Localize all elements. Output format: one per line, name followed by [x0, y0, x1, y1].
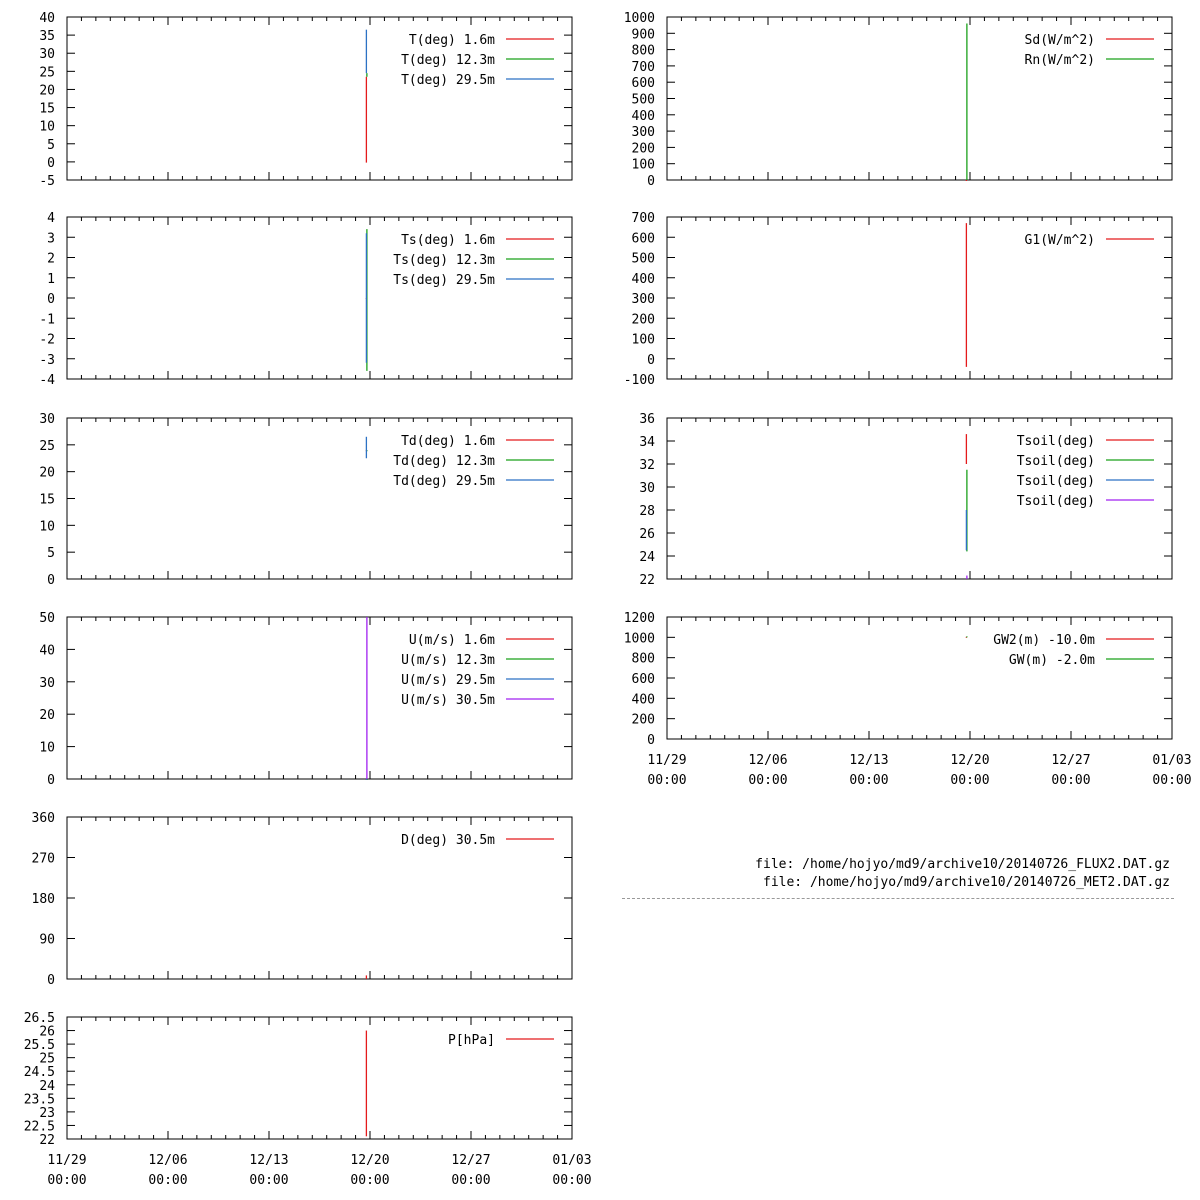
y-tick-label: 500 [631, 92, 655, 108]
legend-label: U(m/s) 12.3m [401, 653, 495, 668]
y-tick-label: 4 [47, 211, 55, 226]
y-tick-label: 0 [47, 973, 55, 988]
chart-panel-right-1 [624, 11, 1172, 189]
x-tick-label-time: 00:00 [1152, 773, 1192, 788]
y-tick-label: 700 [631, 59, 655, 75]
legend-label: Ts(deg) 1.6m [401, 233, 495, 248]
y-tick-label: 200 [631, 141, 655, 157]
legend-label: G1(W/m^2) [1024, 233, 1095, 248]
legend-label: Ts(deg) 12.3m [393, 253, 495, 268]
legend-label: Sd(W/m^2) [1024, 33, 1095, 48]
y-tick-label: 1000 [623, 11, 655, 26]
y-tick-label: 34 [639, 435, 655, 450]
y-tick-label: 3 [47, 231, 55, 247]
legend-label: U(m/s) 30.5m [401, 693, 495, 708]
x-tick-label-time: 00:00 [950, 773, 990, 788]
legend-label: D(deg) 30.5m [401, 833, 495, 848]
y-tick-label: 400 [631, 108, 655, 124]
legend-label: Tsoil(deg) [1016, 474, 1095, 489]
x-tick-label-time: 00:00 [148, 1173, 188, 1188]
chart-panel-left-4 [39, 611, 572, 788]
y-tick-label: -1 [39, 312, 55, 328]
plot-frame [67, 817, 572, 979]
y-tick-label: 30 [39, 47, 55, 63]
x-tick-label-date: 11/29 [47, 1153, 87, 1168]
y-tick-label: -5 [39, 174, 55, 189]
y-tick-label: 500 [631, 251, 655, 267]
y-tick-label: 100 [631, 332, 655, 348]
y-tick-label: 90 [39, 932, 55, 948]
y-tick-label: 24.5 [23, 1065, 55, 1081]
y-tick-label: 20 [39, 708, 55, 724]
y-tick-label: 270 [31, 851, 55, 867]
y-tick-label: 400 [631, 271, 655, 287]
y-tick-label: 32 [639, 458, 655, 473]
x-tick-label-date: 12/20 [950, 753, 990, 768]
y-tick-label: 10 [39, 119, 55, 135]
x-tick-label-date: 01/03 [552, 1153, 592, 1168]
y-tick-label: 700 [631, 211, 655, 226]
y-tick-label: 0 [47, 773, 55, 788]
chart-panel-left-3 [39, 412, 572, 588]
legend-label: T(deg) 1.6m [408, 33, 495, 48]
y-tick-label: 200 [631, 312, 655, 328]
file-path-flux: file: /home/hojyo/md9/archive10/20140726_FLUX2.DAT.gz [755, 857, 1170, 872]
x-tick-label-date: 12/06 [148, 1153, 188, 1168]
y-tick-label: 600 [631, 672, 655, 687]
y-tick-label: 5 [47, 546, 55, 562]
y-tick-label: 25.5 [23, 1038, 55, 1054]
legend-label: Td(deg) 29.5m [393, 474, 495, 489]
x-tick-label-time: 00:00 [647, 773, 687, 788]
y-tick-label: 600 [631, 231, 655, 247]
y-tick-label: 0 [647, 352, 655, 368]
y-tick-label: 100 [631, 157, 655, 173]
chart-panel-left-1 [39, 11, 572, 189]
plot-frame [67, 418, 572, 579]
y-tick-label: 1200 [623, 611, 655, 626]
y-tick-label: 600 [631, 76, 655, 92]
x-tick-label-date: 12/27 [451, 1153, 491, 1168]
legend-label: Tsoil(deg) [1016, 454, 1095, 469]
plot-frame [667, 617, 1172, 739]
y-tick-label: 360 [31, 811, 55, 826]
y-tick-label: 20 [39, 465, 55, 481]
chart-panel-right-4 [624, 611, 1192, 788]
y-tick-label: 25 [39, 438, 55, 454]
y-tick-label: 0 [47, 292, 55, 307]
y-tick-label: 28 [639, 504, 655, 519]
legend-label: Rn(W/m^2) [1024, 53, 1095, 68]
y-tick-label: 900 [631, 27, 655, 43]
y-tick-label: 40 [39, 11, 55, 26]
plot-frame [667, 418, 1172, 579]
y-tick-label: 23 [39, 1105, 55, 1121]
file-info [755, 856, 1170, 892]
y-tick-label: -4 [39, 373, 55, 388]
y-tick-label: 10 [39, 740, 55, 756]
legend-label: U(m/s) 1.6m [408, 633, 495, 648]
plot-frame [67, 17, 572, 180]
legend-label: Tsoil(deg) [1016, 494, 1095, 509]
y-tick-label: 35 [39, 29, 55, 45]
file-path-met: file: /home/hojyo/md9/archive10/20140726_MET2.DAT.gz [763, 875, 1170, 890]
y-tick-label: 50 [39, 611, 55, 626]
x-tick-label-date: 12/27 [1051, 753, 1091, 768]
x-tick-label-time: 00:00 [849, 773, 889, 788]
y-tick-label: 24 [639, 550, 655, 565]
plot-frame [67, 217, 572, 379]
y-tick-label: 30 [39, 675, 55, 691]
x-tick-label-date: 12/06 [748, 753, 788, 768]
dashed-divider [622, 898, 1174, 899]
y-tick-label: -3 [39, 352, 55, 368]
x-tick-label-date: 01/03 [1152, 753, 1192, 768]
y-tick-label: 26 [39, 1024, 55, 1040]
x-tick-label-time: 00:00 [552, 1173, 592, 1188]
y-tick-label: 25 [39, 1051, 55, 1067]
chart-panel-left-2 [39, 211, 572, 388]
plot-frame [667, 217, 1172, 379]
y-tick-label: 300 [631, 125, 655, 141]
chart-panel-left-5 [32, 811, 572, 988]
chart-panel-left-6 [24, 1011, 592, 1188]
x-tick-label-time: 00:00 [1051, 773, 1091, 788]
x-tick-label-time: 00:00 [249, 1173, 289, 1188]
y-tick-label: 22 [39, 1133, 55, 1148]
chart-panel-right-3 [639, 412, 1172, 588]
y-tick-label: 1 [47, 271, 55, 287]
x-tick-label-date: 12/20 [350, 1153, 390, 1168]
x-tick-label-time: 00:00 [451, 1173, 491, 1188]
y-tick-label: 1000 [623, 631, 655, 647]
y-tick-label: 24 [39, 1078, 55, 1094]
y-tick-label: 300 [631, 292, 655, 307]
y-tick-label: 2 [47, 251, 55, 267]
plot-frame [67, 617, 572, 779]
y-tick-label: 20 [39, 83, 55, 99]
y-tick-label: 22 [639, 573, 655, 588]
plot-frame [67, 1017, 572, 1139]
y-tick-label: 22.5 [23, 1119, 55, 1135]
y-tick-label: 10 [39, 519, 55, 535]
y-tick-label: 15 [39, 492, 55, 508]
x-tick-label-date: 12/13 [249, 1153, 289, 1168]
y-tick-label: 200 [631, 712, 655, 728]
y-tick-label: 0 [47, 155, 55, 171]
legend-label: GW2(m) -10.0m [993, 633, 1095, 648]
legend-label: T(deg) 29.5m [401, 73, 495, 88]
y-tick-label: -100 [623, 373, 655, 388]
legend-label: Td(deg) 1.6m [401, 434, 495, 449]
chart-panel-right-2 [624, 211, 1172, 388]
y-tick-label: 25 [39, 65, 55, 81]
legend-label: P[hPa] [448, 1033, 495, 1048]
legend-label: U(m/s) 29.5m [401, 673, 495, 688]
y-tick-label: 0 [647, 174, 655, 189]
y-tick-label: 0 [647, 733, 655, 748]
x-tick-label-date: 12/13 [849, 753, 889, 768]
y-tick-label: 36 [639, 412, 655, 427]
y-tick-label: 5 [47, 137, 55, 153]
legend-label: T(deg) 12.3m [401, 53, 495, 68]
x-tick-label-time: 00:00 [748, 773, 788, 788]
y-tick-label: 26.5 [23, 1011, 55, 1026]
x-tick-label-date: 11/29 [647, 753, 687, 768]
plot-frame [667, 17, 1172, 180]
y-tick-label: 23.5 [23, 1092, 55, 1108]
y-tick-label: -2 [39, 332, 55, 348]
y-tick-label: 30 [639, 481, 655, 496]
y-tick-label: 400 [631, 692, 655, 708]
legend-label: Td(deg) 12.3m [393, 454, 495, 469]
y-tick-label: 30 [39, 412, 55, 427]
y-tick-label: 0 [47, 573, 55, 588]
y-tick-label: 800 [631, 43, 655, 59]
x-tick-label-time: 00:00 [47, 1173, 87, 1188]
legend-label: Tsoil(deg) [1016, 434, 1095, 449]
legend-label: Ts(deg) 29.5m [393, 273, 495, 288]
y-tick-label: 800 [631, 651, 655, 667]
y-tick-label: 180 [31, 892, 55, 907]
y-tick-label: 15 [39, 101, 55, 117]
y-tick-label: 40 [39, 643, 55, 659]
legend-label: GW(m) -2.0m [1008, 653, 1095, 668]
y-tick-label: 26 [639, 527, 655, 542]
x-tick-label-time: 00:00 [350, 1173, 390, 1188]
